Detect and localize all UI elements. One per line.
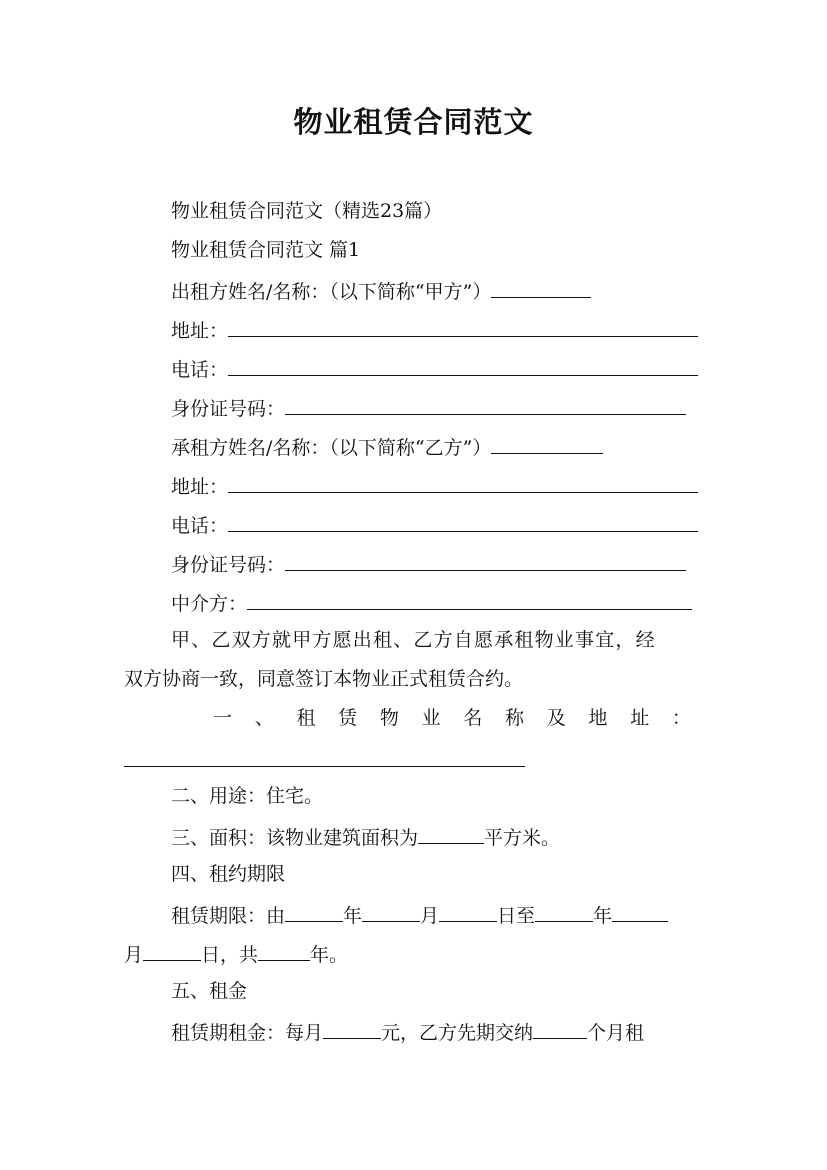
lessee-phone-line: [171, 511, 698, 538]
paragraph-line: 甲、乙双方就甲方愿出租、乙方自愿承租物业事宜，经: [171, 629, 656, 651]
end-day-blank: [143, 940, 201, 961]
lessor-id-line: [171, 394, 686, 421]
area-blank: [418, 823, 484, 844]
lessee-phone-label: 电话：: [171, 515, 229, 537]
lessee-address-line: [171, 472, 698, 499]
subtitle-line: 物业租赁合同范文（精选23篇）: [171, 200, 443, 222]
start-month-blank: [362, 901, 420, 922]
lessee-id-blank: [285, 550, 686, 571]
rent-label: 租赁期租金：每月: [171, 1022, 324, 1044]
heading-char: 一: [213, 707, 233, 729]
heading-char: 租: [296, 707, 316, 729]
lessee-name-line: [171, 433, 603, 460]
year-label: 年: [593, 905, 613, 927]
lessor-name-line: [171, 277, 591, 304]
agent-label: 中介方：: [171, 593, 248, 615]
term-line-continued: [124, 940, 348, 967]
area-label: 三、面积：该物业建筑面积为: [171, 827, 419, 849]
lessor-address-line: [171, 316, 698, 343]
rent-line: [171, 1018, 644, 1045]
heading-char: 及: [546, 707, 566, 729]
lessor-name-label: 出租方姓名/名称：（以下简称“甲方”）: [171, 281, 492, 303]
section-heading: 物业租赁合同范文 篇1: [171, 239, 361, 261]
agent-blank: [247, 589, 692, 610]
paragraph-line: 双方协商一致，同意签订本物业正式租赁合约。: [124, 668, 524, 690]
heading-char: 地: [588, 707, 608, 729]
agent-line: [171, 589, 692, 616]
heading-char: 名: [463, 707, 483, 729]
lessor-address-label: 地址：: [171, 320, 229, 342]
lessee-name-blank: [491, 433, 603, 454]
year-label: 年: [343, 905, 363, 927]
lessor-phone-label: 电话：: [171, 359, 229, 381]
lessee-id-label: 身份证号码：: [171, 554, 286, 576]
term-line: [171, 901, 668, 928]
lessee-name-label: 承租方姓名/名称：（以下简称“乙方”）: [171, 437, 492, 459]
term-label: 租赁期限：由: [171, 905, 286, 927]
lessor-address-blank: [228, 316, 698, 337]
property-name-blank: [124, 766, 525, 767]
heading-char: 址: [630, 707, 650, 729]
lessee-phone-blank: [228, 511, 698, 532]
day-to-label: 日至: [497, 905, 536, 927]
month-label: 月: [124, 944, 144, 966]
term-heading: 四、租约期限: [171, 863, 286, 885]
end-year-blank: [535, 901, 593, 922]
property-name-heading: [213, 706, 691, 730]
month-label: 月: [420, 905, 440, 927]
heading-char: 业: [421, 707, 441, 729]
start-day-blank: [439, 901, 497, 922]
total-years-blank: [258, 940, 310, 961]
lessor-id-label: 身份证号码：: [171, 398, 286, 420]
lessee-address-label: 地址：: [171, 476, 229, 498]
lessee-address-blank: [228, 472, 698, 493]
lessor-phone-line: [171, 355, 698, 382]
usage-line: 二、用途：住宅。: [171, 785, 324, 807]
prepay-months-blank: [533, 1018, 587, 1039]
heading-char: 称: [505, 707, 525, 729]
lessor-name-blank: [491, 277, 591, 298]
area-line: [171, 823, 560, 850]
start-year-blank: [285, 901, 343, 922]
monthly-rent-blank: [323, 1018, 381, 1039]
rent-heading: 五、租金: [171, 980, 248, 1002]
document-title: 物业租赁合同范文: [293, 105, 534, 139]
rent-tail-label: 个月租: [587, 1022, 645, 1044]
end-month-blank: [612, 901, 668, 922]
lessor-id-blank: [285, 394, 686, 415]
prepay-label: 元，乙方先期交纳: [381, 1022, 534, 1044]
heading-char: 赁: [338, 707, 358, 729]
heading-char: ：: [671, 707, 691, 729]
heading-char: 、: [254, 707, 274, 729]
lessee-id-line: [171, 550, 686, 577]
years-label: 年。: [310, 944, 349, 966]
day-total-label: 日，共: [201, 944, 259, 966]
heading-char: 物: [379, 707, 399, 729]
area-unit: 平方米。: [484, 827, 561, 849]
lessor-phone-blank: [228, 355, 698, 376]
